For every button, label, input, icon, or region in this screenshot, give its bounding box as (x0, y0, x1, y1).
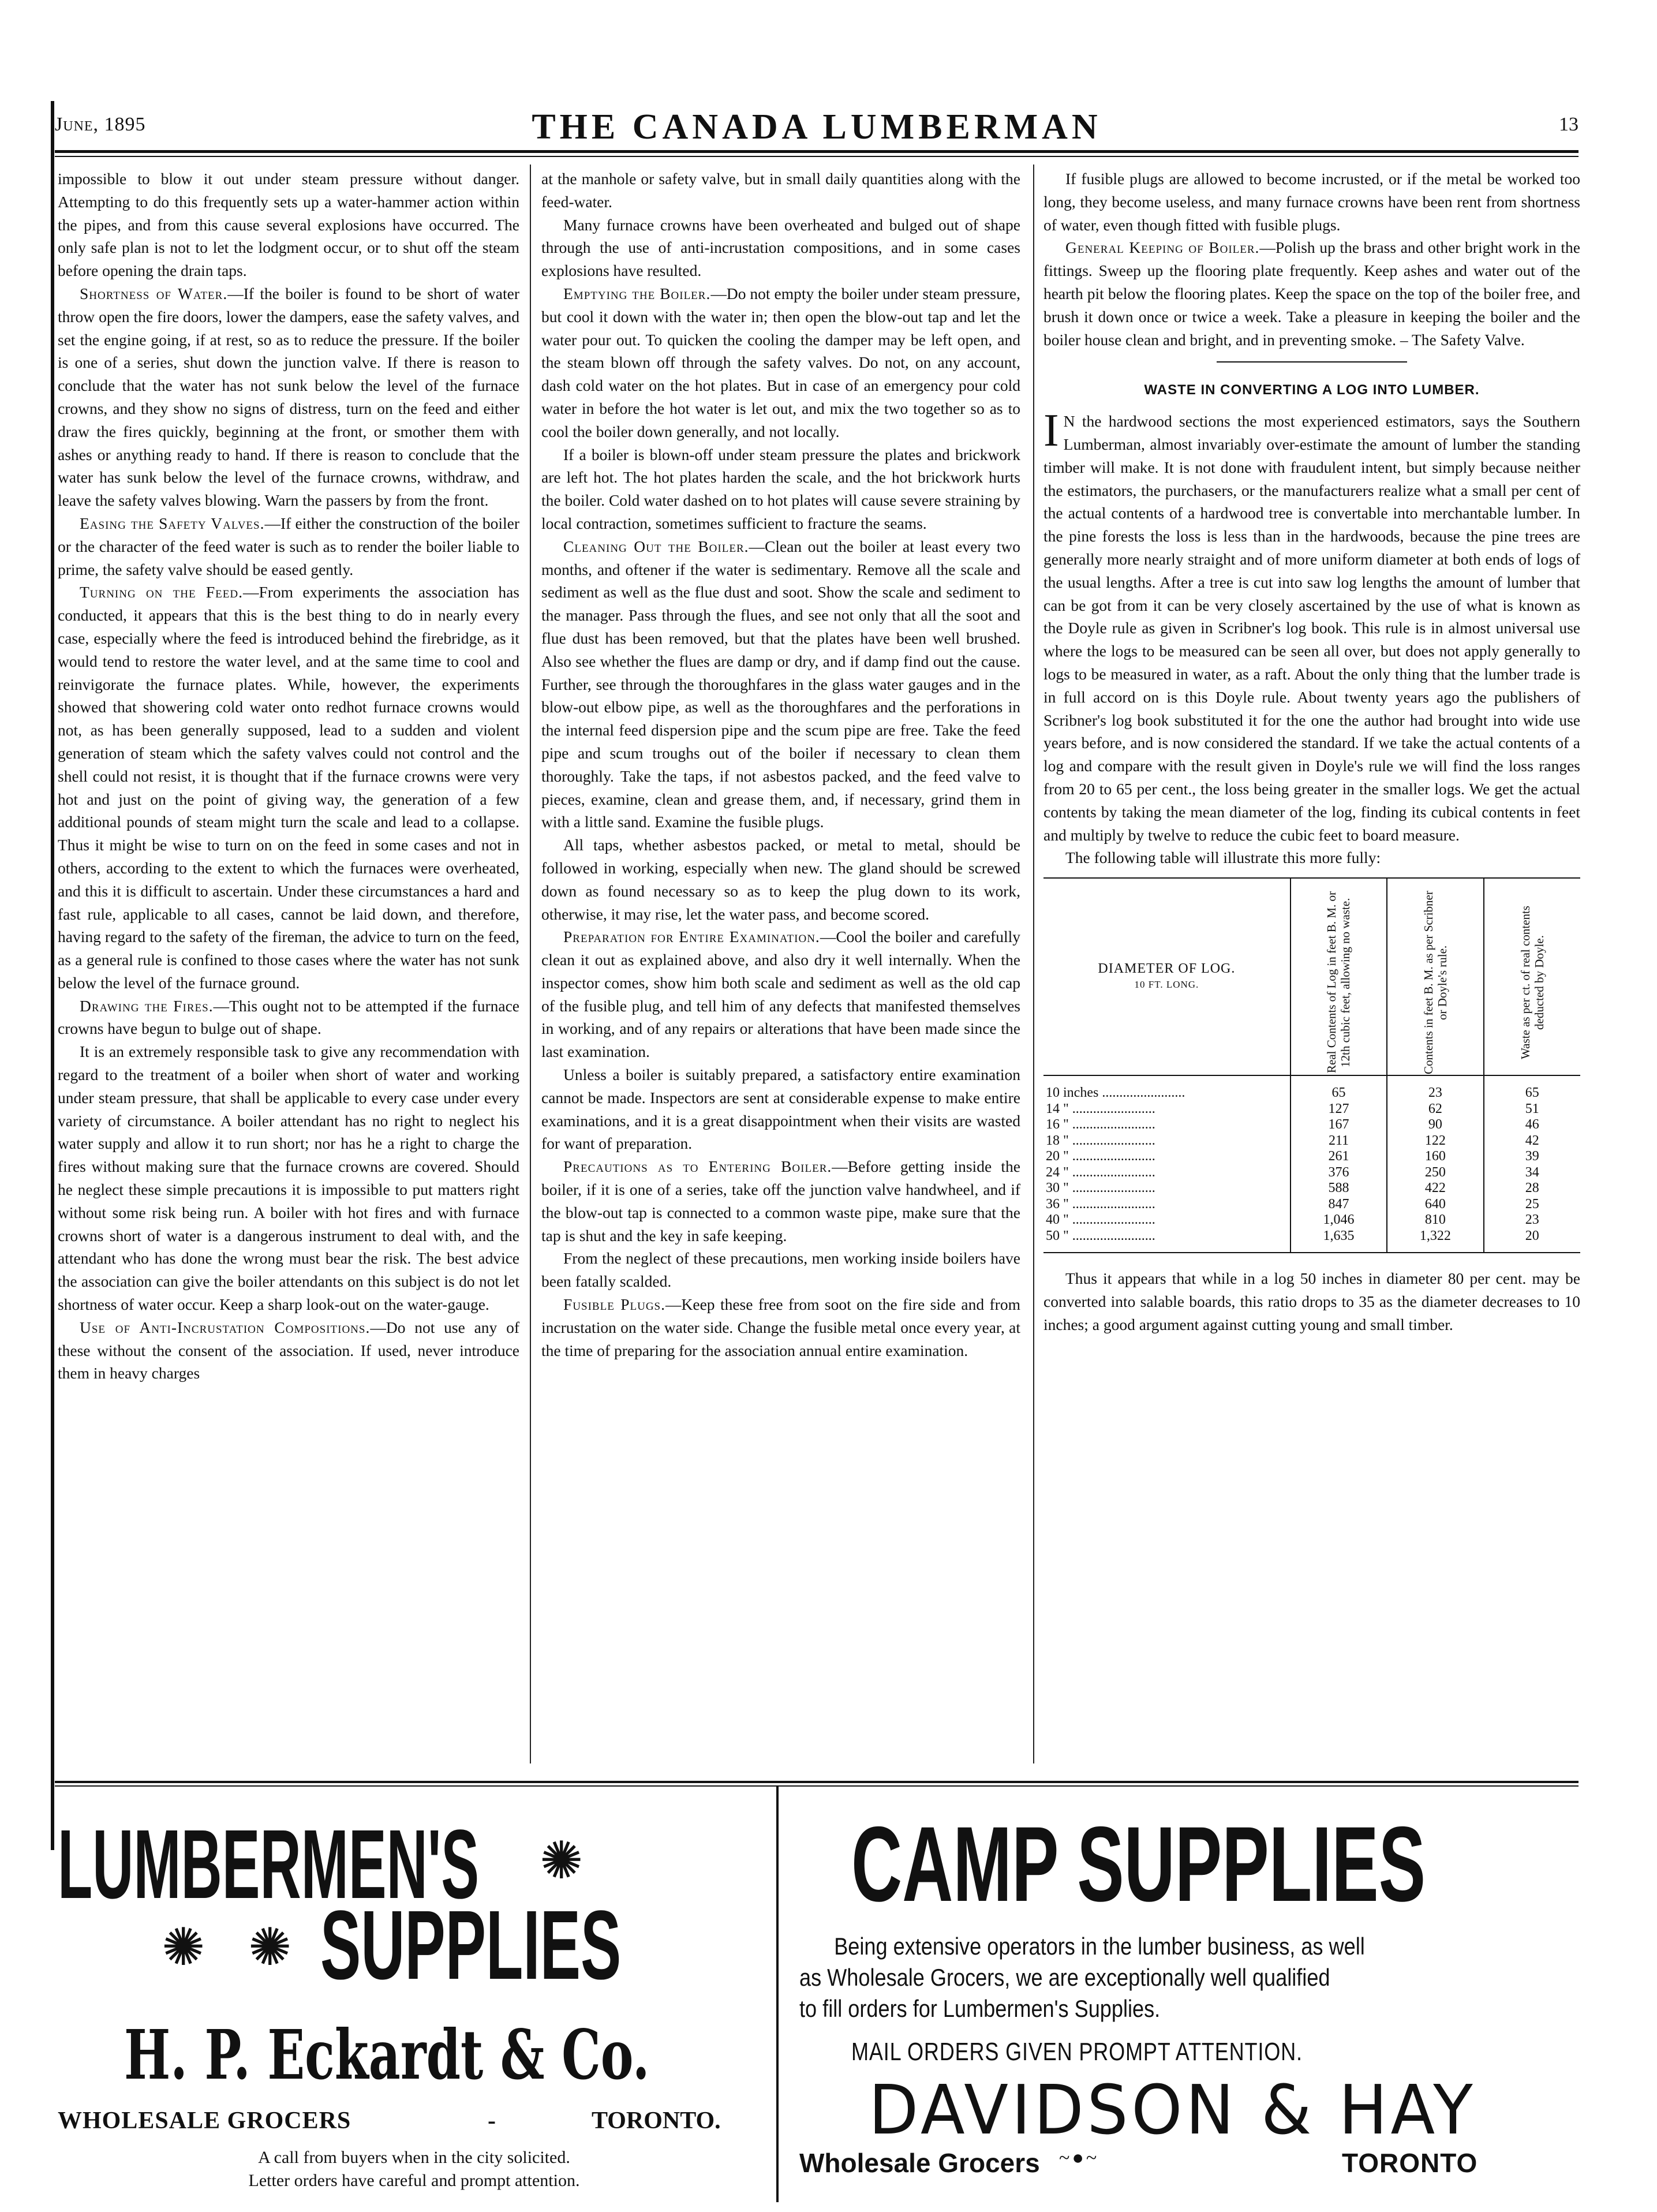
table-header-real (1291, 878, 1387, 1075)
cell-doyle: 422 (1387, 1180, 1483, 1197)
paragraph: at the manhole or safety valve, but in small daily quantities along with the feed-water. (541, 170, 1020, 211)
cell-doyle: 62 (1387, 1101, 1483, 1118)
ad-firm-name: H. P. Eckardt & Co. (124, 2015, 650, 2095)
newspaper-title: THE CANADA LUMBERMAN (532, 107, 1102, 147)
table-body (1043, 1079, 1580, 1253)
paragraph-text: —If the boiler is found to be short of water throw open the fire doors, lower the dampers, ease the safety valves, and set the engine going, if at rest, so as to reduce the pressure. If the boiler is one of a series, shut down the junction valve. If there is reason to conclude that the water has not sunk below the level of the furnace crowns, and they show no signs of distress, turn on the feed and either draw the fires quickly, beginning at the front, or smother them with ashes or anything ready to hand. If there is reason to conclude that the water has sunk below the level of the furnace crowns, withdraw, and leave the safety valves blowing. Warn the passers by from the front. (58, 284, 519, 510)
doyle-rule-table (1043, 877, 1580, 1253)
table-row (1043, 1101, 1580, 1118)
section-head: Emptying the Boiler. (563, 284, 711, 302)
cell-real: 211 (1291, 1133, 1387, 1149)
section-head: Cleaning Out the Boiler. (563, 537, 749, 555)
binding-edge (51, 101, 54, 1850)
table-row (1043, 1180, 1580, 1197)
paragraph (58, 1316, 519, 1385)
paragraph (58, 581, 519, 994)
paragraph: Many furnace crowns have been overheated and bulged out of shape through the use of anti-incrustation compositions, and in some cases explosions have resulted. (541, 215, 1020, 280)
paragraph (58, 512, 519, 581)
sunburst-icon: ✺ (540, 1833, 583, 1890)
cell-waste: 51 (1484, 1101, 1580, 1118)
ad-top-rule (55, 1781, 1579, 1783)
article-paragraph (1043, 405, 1580, 846)
ad-firm-name: DAVIDSON & HAY (869, 2070, 1476, 2150)
ad-note: Letter orders have careful and prompt attention. (248, 2171, 580, 2190)
cell-diameter: 16 " ........................ (1046, 1117, 1155, 1133)
column-divider (530, 165, 531, 1763)
section-head: Precautions as to Entering Boiler. (563, 1157, 832, 1176)
paragraph (541, 282, 1020, 443)
cell-real: 167 (1291, 1117, 1387, 1133)
header-diameter-label: DIAMETER OF LOG. (1098, 961, 1236, 976)
cell-doyle: 90 (1387, 1117, 1483, 1133)
cell-waste: 25 (1484, 1197, 1580, 1213)
cell-doyle: 640 (1387, 1197, 1483, 1213)
cell-waste: 39 (1484, 1149, 1580, 1165)
ad-body-line: as Wholesale Grocers, we are exceptionally well qualified (799, 1964, 1330, 1991)
section-head: Turning on the Feed. (80, 583, 243, 601)
table-row (1043, 1149, 1580, 1165)
column-2 (541, 167, 1020, 1362)
ad-wholesale-label: Wholesale Grocers (799, 2148, 1040, 2178)
header-real-label: Real Contents of Log in feet B. M. or 12th cubic feet, allowing no waste. (1325, 891, 1353, 1074)
cell-waste: 42 (1484, 1133, 1580, 1149)
table-row (1043, 1197, 1580, 1213)
ad-wholesale-label: WHOLESALE GROCERS (58, 2108, 351, 2134)
paragraph: If fusible plugs are allowed to become incrusted, or if the metal be worked too long, they become useless, and many furnace crowns have been rent from shortness of water, even though fitted with fusible plugs. (1043, 170, 1580, 234)
header-rule-thin (55, 156, 1579, 157)
masthead (55, 107, 1579, 147)
ad-city: TORONTO. (592, 2108, 721, 2134)
paragraph (541, 1155, 1020, 1247)
paragraph (541, 925, 1020, 1063)
cell-real: 1,635 (1291, 1228, 1387, 1253)
cell-diameter: 40 " ........................ (1046, 1212, 1155, 1228)
paragraph: The following table will illustrate this more fully: (1065, 849, 1381, 867)
cell-waste: 65 (1484, 1079, 1580, 1101)
section-head: Easing the Safety Valves. (80, 514, 265, 532)
paragraph: It is an extremely responsible task to give any recommendation with regard to the treatment of a boiler when short of water and working under steam pressure, that shall be applicable to every case under every variety of circumstance. A boiler attendant has no right to neglect his water supply and allow it to run short; nor has he a right to charge the fires without making sure that the furnace crowns are covered. Should he neglect these simple precautions it is impossible to put matters right without some risk being run. A boiler with hot fires and with furnace crowns short of water is a dangerous instrument to deal with, and the attendant who has done the wrong must bear the risk. The best advice the association can give the boiler attendants on this subject is do not let shortness of water occur. Keep a sharp look-out on the water-gauge. (58, 1043, 519, 1314)
cell-real: 588 (1291, 1180, 1387, 1197)
ad-dash: - (488, 2108, 496, 2134)
paragraph-text: —Clean out the boiler at least every two months, and oftener if the water is sedimentary. Remove all the scale and sediment as well as the flue dust and soot. Show the scale and sediment to the manager. Pass through the flues, and see not only that all the soot and flue dust has been removed, but that the plates have been well brushed. Also see whether the flues are damp or dry, and if damp find out the cause. Further, see through the thoroughfares in the glass water gauges and in the blow-out elbow pipe, as well as the thoroughfares and the perforations in the internal feed dispersion pipe and the scum pipe are free. Take the feed pipe and scum troughs out of the boiler if necessary to clean them thoroughly. Take the taps, if not asbestos packed, and the feed valve to pieces, examine, clean and grease them, and, if necessary, grind them in with a little sand. Examine the fusible plugs. (541, 537, 1020, 831)
ad-headline-2: SUPPLIES (320, 1890, 622, 2000)
table-row (1043, 1165, 1580, 1181)
cell-waste: 20 (1484, 1228, 1580, 1253)
table-row (1043, 1212, 1580, 1228)
cell-real: 65 (1291, 1079, 1387, 1101)
paragraph (541, 535, 1020, 834)
paragraph-text: —Do not empty the boiler under steam pressure, but cool it down with the water in; then open the blow-out tap and let the water pour out. To quicken the cooling the damper may be left open, and the steam blown off through the safety valves. Do not, on any account, dash cold water on the hot plates. But in case of an emergency pour cold water in before the hot water is let out, and mix the two together so as to cool the boiler down generally, and not locally. (541, 284, 1020, 440)
cell-waste: 34 (1484, 1165, 1580, 1181)
section-head: Fusible Plugs. (563, 1295, 665, 1314)
table-row (1043, 1117, 1580, 1133)
paragraph-text: —If either the construction of the boiler or the character of the feed water is such as to render the boiler liable to prime, the safety valve should be eased gently. (58, 514, 519, 578)
paragraph-text: —Keep these free from soot on the fire side and from incrustation on the water side. Change the fusible metal once every year, at the time of preparing for the association annual entire examination. (541, 1295, 1020, 1359)
column-1 (58, 167, 519, 1385)
ad-divider (776, 1787, 779, 2202)
ad-note: A call from buyers when in the city solicited. (258, 2148, 570, 2167)
paragraph-text: —From experiments the association has conducted, it appears that this is the best thing to do in nearly every case, especially where the feed is introduced behind the firebridge, as it would tend to restore the water level, and at the same time to cool and reinvigorate the furnace plates. While, however, the experiments showed that showering cold water onto redhot furnace crowns would not, as has been generally supposed, lead to a sudden and violent generation of steam which the safety valves could not control and the shell could not resist, it is thought that if the furnace crowns were very hot and just on the point of giving way, the generation of a few additional pounds of steam might turn the scale and lead to a collapse. Thus it might be wise to turn on on the feed in some cases and not in others, according to the extent to which the furnaces were overheated, and this it is difficult to ascertain. Under these circumstances a hard and fast rule, applicable to all cases, cannot be laid down, and therefore, having regard to the safety of the fireman, the advice to turn on the feed, as a general rule is confined to those cases where the water has not sunk below the level of the furnace ground. (58, 583, 520, 992)
paragraph: Thus it appears that while in a log 50 inches in diameter 80 per cent. may be converted into salable boards, this ratio drops to 35 as the diameter decreases to 10 inches; a good argument against cutting young and small timber. (1043, 1269, 1580, 1333)
paragraph (541, 1293, 1020, 1362)
cell-diameter: 30 " ........................ (1046, 1180, 1155, 1196)
paragraph-text: —Do not use any of these without the consent of the association. If used, never introduce them in heavy charges (58, 1318, 519, 1383)
article-separator (1217, 361, 1407, 363)
cell-diameter: 50 " ........................ (1046, 1228, 1155, 1243)
cell-waste: 28 (1484, 1180, 1580, 1197)
table-header-waste (1484, 878, 1580, 1075)
drop-cap: I (1043, 405, 1059, 457)
sunburst-icon: ✺ (248, 1919, 292, 1976)
cell-real: 1,046 (1291, 1212, 1387, 1228)
ad-city: TORONTO (1342, 2148, 1478, 2178)
ad-body (799, 1931, 1467, 2024)
ad-headline-1: LUMBERMEN'S (58, 1810, 480, 1919)
ad-top-rule-thin (55, 1785, 1579, 1787)
paragraph: Unless a boiler is suitably prepared, a satisfactory entire examination cannot be made. Inspectors are sent at considerable expense to make entire examinations, and it is a great disappointment when their visits are wasted for want of preparation. (541, 1066, 1020, 1153)
paragraph: All taps, whether asbestos packed, or metal to metal, should be followed in working, especially when new. The gland should be screwed down as found necessary so as to keep the plug down to its work, otherwise, it may rise, let the water pass, and become scored. (541, 836, 1020, 923)
cell-diameter: 18 " ........................ (1046, 1133, 1155, 1148)
issue-date: June, 1895 (55, 114, 146, 135)
cell-doyle: 23 (1387, 1079, 1483, 1101)
table-header-diameter (1043, 878, 1291, 1075)
cell-real: 261 (1291, 1149, 1387, 1165)
ad-body-line: to fill orders for Lumbermen's Supplies. (799, 1995, 1161, 2022)
article-title: WASTE IN CONVERTING A LOG INTO LUMBER. (1144, 382, 1480, 398)
page-number: 13 (1559, 114, 1579, 135)
cell-waste: 46 (1484, 1117, 1580, 1133)
paragraph: From the neglect of these precautions, men working inside boilers have been fatally scalded. (541, 1249, 1020, 1291)
cell-real: 127 (1291, 1101, 1387, 1118)
column-3-top (1043, 167, 1580, 351)
table-row (1043, 1133, 1580, 1149)
table-header-scribner (1387, 878, 1483, 1075)
header-diameter-sublabel: 10 FT. LONG. (1134, 979, 1199, 991)
cell-real: 847 (1291, 1197, 1387, 1213)
ornament-icon: ~●~ (1059, 2147, 1099, 2169)
paragraph-text: —Cool the boiler and carefully clean it out as explained above, and also dry it well internally. When the inspector comes, show him both scale and sediment as well as the old cap of the fusible plug, and tell him of any defects that manifested themselves in working, and of any repairs or alterations that have been made since the last examination. (541, 928, 1020, 1061)
sunburst-icon: ✺ (162, 1919, 205, 1976)
cell-diameter: 24 " ........................ (1046, 1164, 1155, 1180)
cell-diameter: 14 " ........................ (1046, 1101, 1155, 1116)
cell-real: 376 (1291, 1165, 1387, 1181)
paragraph-text: N the hardwood sections the most experienced estimators, says the Southern Lumberman, almost invariably over-estimate the amount of lumber the standing timber will make. It is not done with fraudulent intent, but simply because neither the estimators, the purchasers, or the manufacturers realize what a small per cent of the actual contents of a hardwood tree is convertable into merchantable lumber. In the pine forests the loss is less than in the hardwoods, because the pine trees are generally more nearly straight and of more uniform diameter at both ends of logs of the usual lengths. After a tree is cut into saw log lengths the amount of lumber that can be got from it can be very closely ascertained by the use of what is known as the Doyle rule as given in Scribner's log book. This rule is in almost universal use where the logs to be measured can be seen all over, but does not apply generally to logs to be measured in water, as a raft. About the only thing that the lumber trade is in full accord on is this Doyle rule. About twenty years ago the publishers of Scribner's log book substituted it for the one the author had brought into wide use years before, and is now considered the standard. If we take the actual contents of a log and compare with the result given in Doyle's rule we will find the loss ranges from 20 to 65 per cent., the loss being greater in the smaller logs. We get the actual contents by taking the mean diameter of the log, finding its cubical contents in feet and multiply by twelve to reduce the cubic feet to board measure. (1043, 412, 1580, 844)
cell-waste: 23 (1484, 1212, 1580, 1228)
ad-headline: CAMP SUPPLIES (851, 1805, 1426, 1924)
cell-diameter: 10 inches ........................ (1046, 1085, 1185, 1101)
header-rule (55, 150, 1579, 153)
section-head: Drawing the Fires. (80, 996, 214, 1015)
column-3 (1043, 167, 1580, 1336)
header-waste-label: Waste as per ct. of real contents deducted by Doyle. (1518, 906, 1546, 1060)
ad-camp-supplies (788, 1801, 1579, 2205)
table-row (1043, 1228, 1580, 1253)
cell-doyle: 1,322 (1387, 1228, 1483, 1253)
paragraph: impossible to blow it out under steam pressure without danger. Attempting to do this frequently sets up a water-hammer action within the pipes, and from this cause several explosions have occurred. The only safe plan is not to let the lodgment occur, or to shut off the steam before opening the drain taps. (58, 170, 519, 280)
ad-lumbermens-supplies (58, 1801, 770, 2205)
header-scribner-label: Contents in feet B. M. as per Scribner or Doyle's rule. (1421, 891, 1449, 1075)
column-divider (1033, 165, 1034, 1763)
paragraph (58, 282, 519, 512)
cell-diameter: 36 " ........................ (1046, 1196, 1155, 1212)
cell-doyle: 122 (1387, 1133, 1483, 1149)
section-head: Preparation for Entire Examination. (563, 928, 820, 946)
table-row (1043, 1079, 1580, 1101)
cell-diameter: 20 " ........................ (1046, 1149, 1155, 1164)
paragraph-text: —This ought not to be attempted if the furnace crowns have begun to bulge out of shape. (58, 996, 519, 1038)
paragraph-text: —Polish up the brass and other bright work in the fittings. Sweep up the flooring plate frequently. Keep ashes and water out of the hearth pit below the flooring plates. Keep the space on the top of the boiler free, and brush it down once or twice a week. Take a pleasure in keeping the boiler and the boiler house clean and bright, and in preventing smoke. – The Safety Valve. (1043, 238, 1580, 349)
ad-mail-orders: MAIL ORDERS GIVEN PROMPT ATTENTION. (851, 2038, 1303, 2066)
cell-doyle: 810 (1387, 1212, 1483, 1228)
section-head: General Keeping of Boiler. (1065, 238, 1260, 257)
paragraph (1043, 236, 1580, 351)
paragraph (58, 995, 519, 1041)
ad-body-line: Being extensive operators in the lumber business, as well (834, 1933, 1365, 1960)
paragraph: If a boiler is blown-off under steam pressure the plates and brickwork are left hot. The hot plates harden the scale, and the hot brickwork hurts the boiler. Cold water dashed on to hot plates will cause severe straining by local contraction, sometimes sufficient to fracture the seams. (541, 445, 1020, 532)
section-head: Shortness of Water. (80, 284, 228, 302)
paragraph-text: —Before getting inside the boiler, if it is one of a series, take off the junction valve handwheel, and if the blow-out tap is connected to a common waste pipe, make sure that the tap is shut and the key in safe keeping. (541, 1157, 1020, 1245)
cell-doyle: 160 (1387, 1149, 1483, 1165)
cell-doyle: 250 (1387, 1165, 1483, 1181)
section-head: Use of Anti-Incrustation Compositions. (80, 1318, 371, 1336)
